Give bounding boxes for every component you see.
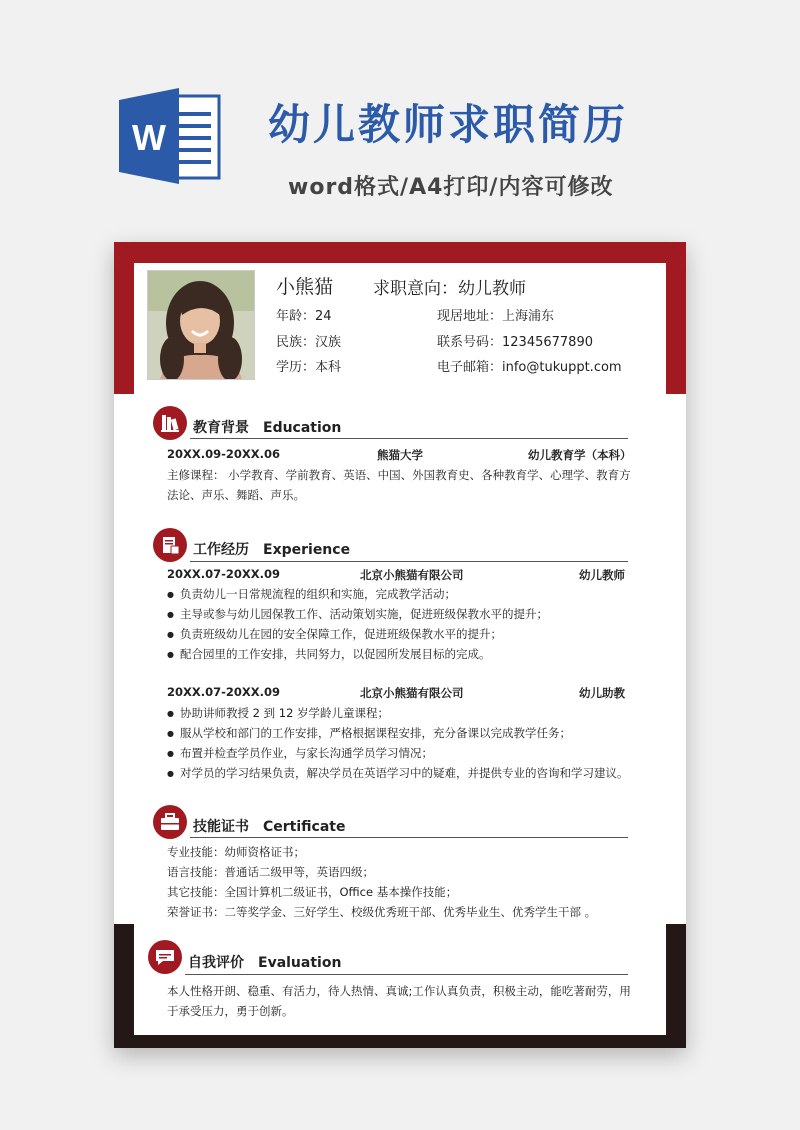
job-bullet: ● 主导或参与幼儿园保教工作、活动策划实施，促进班级保教水平的提升；: [167, 606, 548, 622]
page-header: [0, 0, 800, 230]
job-bullet: ● 对学员的学习结果负责，解决学员在英语学习中的疑难，并提供专业的咨询和学习建议。: [167, 765, 628, 781]
job-role: 幼儿教师: [579, 568, 625, 582]
section-divider: [190, 438, 628, 439]
certificate-line: 专业技能：幼师资格证书；: [167, 845, 305, 859]
job-bullet: ● 布置并检查学员作业，与家长沟通学员学习情况；: [167, 745, 433, 761]
education-courses-cont: 法论、声乐、舞蹈、声乐。: [167, 488, 305, 502]
chat-bubble-icon: [148, 940, 182, 974]
profile-name: 小熊猫: [276, 276, 334, 298]
section-divider: [190, 837, 628, 838]
education-major: 幼儿教育学（本科）: [528, 448, 632, 462]
toolbox-icon: [153, 805, 187, 839]
profile-email: 电子邮箱：info@tukuppt.com: [437, 360, 622, 375]
evaluation-text-cont: 于承受压力，勇于创新。: [167, 1004, 294, 1018]
page-subtitle: word格式/A4打印/内容可修改: [288, 175, 614, 200]
profile-nation: 民族：汉族: [276, 335, 342, 350]
job-bullet: ● 负责幼儿一日常规流程的组织和实施，完成教学活动；: [167, 586, 456, 602]
profile-address: 现居地址：上海浦东: [437, 309, 555, 324]
job-bullet: ● 负责班级幼儿在园的安全保障工作，促进班级保教水平的提升；: [167, 626, 502, 642]
profile-age: 年龄：24: [276, 309, 332, 324]
certificate-line: 荣誉证书：二等奖学金、三好学生、校级优秀班干部、优秀毕业生、优秀学生干部 。: [167, 905, 597, 919]
section-title-education: 教育背景 Education: [193, 420, 342, 436]
job-role: 幼儿助教: [579, 686, 625, 700]
briefcase-doc-icon: [153, 528, 187, 562]
profile-photo: [147, 270, 255, 380]
job-company: 北京小熊猫有限公司: [360, 686, 464, 700]
word-icon: [117, 86, 227, 186]
portrait-image: [148, 271, 254, 379]
job-bullet: ● 协助讲师教授 2 到 12 岁学龄儿童课程；: [167, 705, 389, 721]
certificate-line: 语言技能：普通话二级甲等，英语四级；: [167, 865, 374, 879]
job-intent: 求职意向：幼儿教师: [373, 279, 526, 299]
section-divider: [190, 561, 628, 562]
education-school: 熊猫大学: [377, 448, 423, 462]
svg-text:W: W: [132, 117, 166, 158]
section-title-experience: 工作经历 Experience: [193, 542, 351, 558]
section-title-certificate: 技能证书 Certificate: [193, 819, 346, 835]
section-divider: [185, 974, 628, 975]
certificate-line: 其它技能：全国计算机二级证书，Office 基本操作技能；: [167, 885, 458, 899]
books-icon: [153, 406, 187, 440]
job-bullet: ● 配合园里的工作安排，共同努力，以促园所发展目标的完成。: [167, 646, 490, 662]
job-period: 20XX.07-20XX.09: [167, 685, 280, 699]
job-company: 北京小熊猫有限公司: [360, 568, 464, 582]
profile-phone: 联系号码：12345677890: [437, 335, 593, 350]
job-bullet: ● 服从学校和部门的工作安排，严格根据课程安排，充分备课以完成教学任务；: [167, 725, 571, 741]
section-title-evaluation: 自我评价 Evaluation: [188, 955, 342, 971]
page-title: 幼儿教师求职简历: [268, 100, 629, 149]
job-period: 20XX.07-20XX.09: [167, 567, 280, 581]
profile-education: 学历：本科: [276, 360, 342, 375]
education-period: 20XX.09-20XX.06: [167, 447, 280, 461]
education-courses: 主修课程： 小学教育、学前教育、英语、中国、外国教育史、各种教育学、心理学、教育方: [167, 468, 631, 482]
evaluation-text: 本人性格开朗、稳重、有活力，待人热情、真诚;工作认真负责，积极主动，能吃著耐劳，用: [167, 984, 631, 998]
